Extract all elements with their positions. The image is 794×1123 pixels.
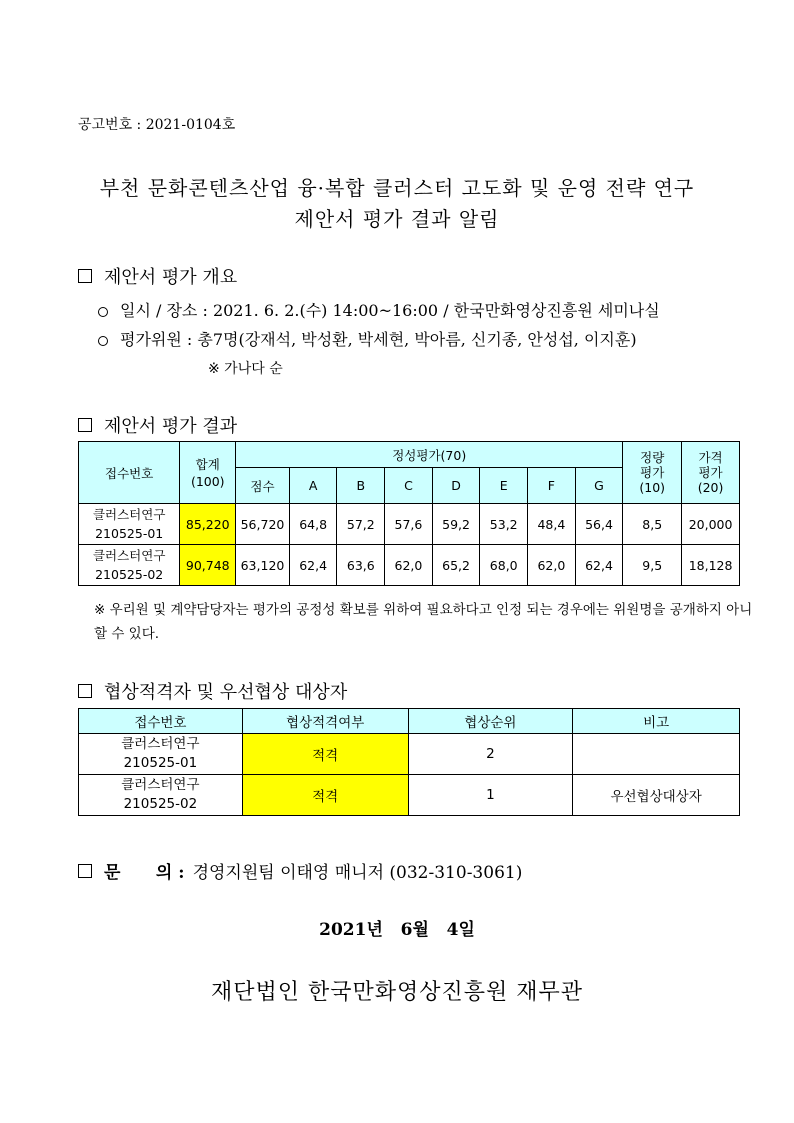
section-negotiation-title: 협상적격자 및 우선협상 대상자: [104, 682, 348, 703]
row1-d: 59,2: [432, 504, 480, 545]
organization-name: 재단법인 한국만화영상진흥원 재무관: [210, 980, 584, 1005]
negotiation-table: [78, 708, 740, 816]
header-total: 합계 (100): [180, 442, 236, 504]
header-price: 가격 평가 (20): [682, 442, 740, 504]
order-note: ※ 가나다 순: [208, 361, 283, 377]
row2-total: 90,748: [180, 545, 236, 586]
checkbox-square-icon: [78, 269, 92, 283]
neg-row2-receipt: 클러스터연구 210525-02: [79, 775, 243, 816]
header-col-b: B: [337, 468, 385, 504]
header-quantitative: 정량 평가 (10): [623, 442, 682, 504]
row2-score: 63,120: [236, 545, 290, 586]
overview-evaluators-text: 평가위원 : 총7명(강재석, 박성환, 박세현, 박아름, 신기종, 안성섭, 이지훈): [120, 330, 637, 349]
header-qualitative: 정성평가(70): [236, 442, 623, 468]
neg-row1-eligibility: 적격: [242, 734, 408, 775]
neg-row2-rank: 1: [408, 775, 573, 816]
row1-a: 64,8: [289, 504, 337, 545]
section-overview-title: 제안서 평가 개요: [104, 267, 238, 288]
header-receipt: 접수번호: [79, 709, 243, 734]
checkbox-square-icon: [78, 684, 92, 698]
issue-date: 2021년 6월 4일: [319, 920, 475, 940]
row2-a: 62,4: [289, 545, 337, 586]
row2-c: 62,0: [385, 545, 433, 586]
section-negotiation-heading: [78, 678, 347, 704]
section-results-title: 제안서 평가 결과: [104, 416, 238, 437]
row1-c: 57,6: [385, 504, 433, 545]
row2-e: 68,0: [480, 545, 528, 586]
header-rank: 협상순위: [408, 709, 573, 734]
overview-evaluators: [98, 327, 637, 350]
header-score: 점수: [236, 468, 290, 504]
header-eligibility: 협상적격여부: [242, 709, 408, 734]
row1-e: 53,2: [480, 504, 528, 545]
neg-row1-remarks: [573, 734, 740, 775]
row2-receipt: 클러스터연구 210525-02: [79, 545, 180, 586]
neg-row2-eligibility: 적격: [242, 775, 408, 816]
row1-g: 56,4: [575, 504, 623, 545]
row2-b: 63,6: [337, 545, 385, 586]
neg-row2-remarks: 우선협상대상자: [573, 775, 740, 816]
row2-g: 62,4: [575, 545, 623, 586]
row2-f: 62,0: [528, 545, 576, 586]
disclosure-footnote: ※ 우리원 및 계약담당자는 평가의 공정성 확보를 위하여 필요하다고 인정 되는 경우에는 위원명을 공개하지 아니 할 수 있다.: [94, 602, 753, 642]
row2-d: 65,2: [432, 545, 480, 586]
inquiry-value: 경영지원팀 이태영 매니저 (032-310-3061): [192, 863, 523, 883]
evaluation-results-table: [78, 441, 740, 586]
row1-f: 48,4: [528, 504, 576, 545]
table-row: [79, 734, 740, 775]
row1-price: 20,000: [682, 504, 740, 545]
overview-datetime-text: 일시 / 장소 : 2021. 6. 2.(수) 14:00~16:00 / 한국만화영상진흥원 세미나실: [120, 301, 660, 320]
header-col-e: E: [480, 468, 528, 504]
inquiry-label: 문 의 :: [104, 863, 185, 883]
checkbox-square-icon: [78, 418, 92, 432]
row1-total: 85,220: [180, 504, 236, 545]
row2-quant: 9,5: [623, 545, 682, 586]
inquiry-line: [78, 858, 522, 883]
header-col-d: D: [432, 468, 480, 504]
header-col-a: A: [289, 468, 337, 504]
table-row: [79, 775, 740, 816]
neg-row1-receipt: 클러스터연구 210525-01: [79, 734, 243, 775]
header-col-g: G: [575, 468, 623, 504]
table-row: [79, 545, 740, 586]
row1-receipt: 클러스터연구 210525-01: [79, 504, 180, 545]
row1-b: 57,2: [337, 504, 385, 545]
section-results-heading: [78, 412, 237, 438]
header-col-f: F: [528, 468, 576, 504]
overview-datetime: [98, 298, 660, 321]
header-receipt: 접수번호: [79, 442, 180, 504]
section-overview-heading: [78, 263, 237, 289]
header-col-c: C: [385, 468, 433, 504]
row1-quant: 8,5: [623, 504, 682, 545]
neg-row1-rank: 2: [408, 734, 573, 775]
row2-price: 18,128: [682, 545, 740, 586]
checkbox-square-icon: [78, 864, 92, 878]
circle-bullet-icon: [98, 336, 108, 346]
table-row: [79, 504, 740, 545]
header-remarks: 비고: [573, 709, 740, 734]
document-title-line1: 부천 문화콘텐츠산업 융·복합 클러스터 고도화 및 운영 전략 연구: [99, 176, 695, 200]
document-title-line2: 제안서 평가 결과 알림: [294, 207, 500, 231]
circle-bullet-icon: [98, 307, 108, 317]
row1-score: 56,720: [236, 504, 290, 545]
notice-number: 공고번호 : 2021-0104호: [78, 117, 236, 133]
